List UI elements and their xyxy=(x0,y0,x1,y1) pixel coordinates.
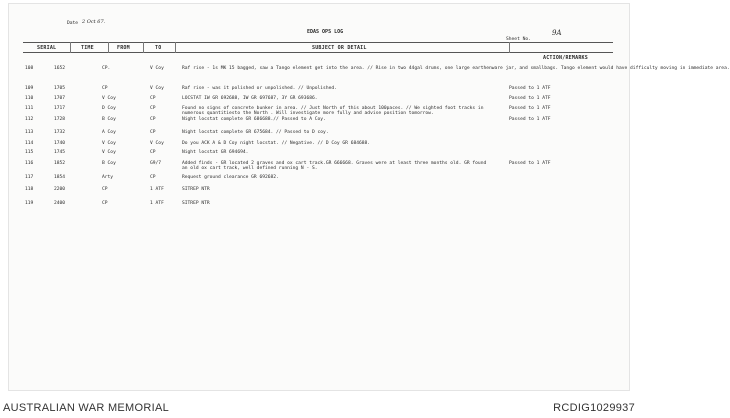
row-serial: 116 xyxy=(25,161,34,166)
col-header-serial: SERIAL xyxy=(37,45,57,51)
row-serial: 113 xyxy=(25,130,34,135)
row-from: CP xyxy=(102,201,108,206)
row-to: G9/7 xyxy=(150,161,162,166)
row-time: 1732 xyxy=(54,130,66,135)
row-serial: 111 xyxy=(25,106,34,111)
sheet-number-value: 9A xyxy=(552,29,562,37)
row-serial: 117 xyxy=(25,175,34,180)
archive-footer xyxy=(0,394,639,418)
row-detail: Night locstat complete GR 675684. // Passed to D coy. xyxy=(182,130,329,135)
row-detail: Night locstat GR 694694. xyxy=(182,150,249,155)
header-bottom-rule xyxy=(23,52,613,53)
row-to: CP xyxy=(150,150,156,155)
date-label: Date xyxy=(67,21,79,26)
header-top-rule xyxy=(23,42,613,43)
row-action: Passed to 1 ATF xyxy=(509,86,551,91)
row-serial: 112 xyxy=(25,117,34,122)
row-from: V Coy xyxy=(102,96,116,101)
row-detail: Request ground clearance GR 692682. xyxy=(182,175,279,180)
row-to: 1 ATF xyxy=(150,201,164,206)
row-time: 1717 xyxy=(54,106,66,111)
row-detail: LOCSTAT IW GR 692688, IW GR 697687, 3Y GR 693686. xyxy=(182,96,318,101)
sheet-number-label: Sheet No. xyxy=(506,37,531,42)
row-time: 1728 xyxy=(54,117,66,122)
row-time: 1745 xyxy=(54,150,66,155)
log-sheet xyxy=(9,4,730,390)
row-from: CP xyxy=(102,86,108,91)
col-header-subject: SUBJECT OR DETAIL xyxy=(312,45,367,51)
page-title: EDAS OPS LOG xyxy=(307,29,344,35)
row-time: 1707 xyxy=(54,96,66,101)
footer-record-id: RCDIG1029937 xyxy=(553,402,635,414)
row-time: 1852 xyxy=(54,161,66,166)
row-serial: 110 xyxy=(25,96,34,101)
row-from: V Coy xyxy=(102,141,116,146)
row-from: V Coy xyxy=(102,150,116,155)
col-divider xyxy=(175,42,176,53)
row-time: 1652 xyxy=(54,66,66,71)
row-detail: Raf rise - was it polished or unpolished. // Unpolished. xyxy=(182,86,337,91)
row-to: 1 ATF xyxy=(150,187,164,192)
row-to: CP xyxy=(150,106,156,111)
row-detail: Added finds - GR located 2 graves and ox cart track.GR 666668. Graves were at least three months old. GR found xyxy=(182,161,487,166)
row-to: V Coy xyxy=(150,66,164,71)
date-value: 2 Oct 67. xyxy=(82,19,106,25)
row-to: V Coy xyxy=(150,86,164,91)
row-to: CP xyxy=(150,130,156,135)
row-serial: 114 xyxy=(25,141,34,146)
row-from: A Coy xyxy=(102,130,116,135)
row-from: B Coy xyxy=(102,117,116,122)
row-to: CP xyxy=(150,117,156,122)
row-serial: 108 xyxy=(25,66,34,71)
row-serial: 118 xyxy=(25,187,34,192)
row-time: 1705 xyxy=(54,86,66,91)
col-header-from: FROM xyxy=(117,45,130,51)
row-detail: Do you ACK A & D Coy night locstat. // Negative. // D Coy GR 684688. xyxy=(182,141,371,146)
row-from: B Coy xyxy=(102,161,116,166)
row-action: Passed to 1 ATF xyxy=(509,161,551,166)
row-to: CP xyxy=(150,96,156,101)
col-divider xyxy=(143,42,144,53)
row-detail: Found no signs of concrete bunker in area. // Just North of this about 100paces. // We sighted foot tracks in xyxy=(182,106,484,111)
col-divider xyxy=(509,42,510,53)
col-divider xyxy=(70,42,71,53)
row-from: D Coy xyxy=(102,106,116,111)
col-header-action: ACTION/REMARKS xyxy=(543,55,588,61)
row-time: 2200 xyxy=(54,187,66,192)
row-action: Passed to 1 ATF xyxy=(509,117,551,122)
row-detail: an old ox cart track, well defined running N - S. xyxy=(182,166,318,171)
row-serial: 115 xyxy=(25,150,34,155)
row-to: CP xyxy=(150,175,156,180)
row-time: 1740 xyxy=(54,141,66,146)
footer-institution: AUSTRALIAN WAR MEMORIAL xyxy=(3,402,170,414)
col-divider xyxy=(108,42,109,53)
row-time: 1854 xyxy=(54,175,66,180)
row-to: V Coy xyxy=(150,141,164,146)
row-detail: SITREP NTR xyxy=(182,201,210,206)
row-detail: Night locstat complete GR 686688.// Passed to A Coy. xyxy=(182,117,326,122)
row-serial: 109 xyxy=(25,86,34,91)
row-action: Passed to 1 ATF xyxy=(509,106,551,111)
row-from: Arty xyxy=(102,175,114,180)
col-header-to: TO xyxy=(155,45,162,51)
col-header-time: TIME xyxy=(81,45,94,51)
row-detail: Raf rise - 1s MK 15 bagged, saw a Tango element get into the area. // Rise in two 44gal drums, one large earthenware jar, and smallbags. Tango element would have difficulty moving in immediate area. xyxy=(182,66,730,71)
row-serial: 119 xyxy=(25,201,34,206)
row-detail: SITREP NTR xyxy=(182,187,210,192)
row-detail: numerous quantitiesto the North . Will investigate more fully and advise position tomorrow. xyxy=(182,111,434,116)
row-action: Passed to 1 ATF xyxy=(509,96,551,101)
row-from: CP. xyxy=(102,66,111,71)
row-time: 2400 xyxy=(54,201,66,206)
row-from: CP xyxy=(102,187,108,192)
